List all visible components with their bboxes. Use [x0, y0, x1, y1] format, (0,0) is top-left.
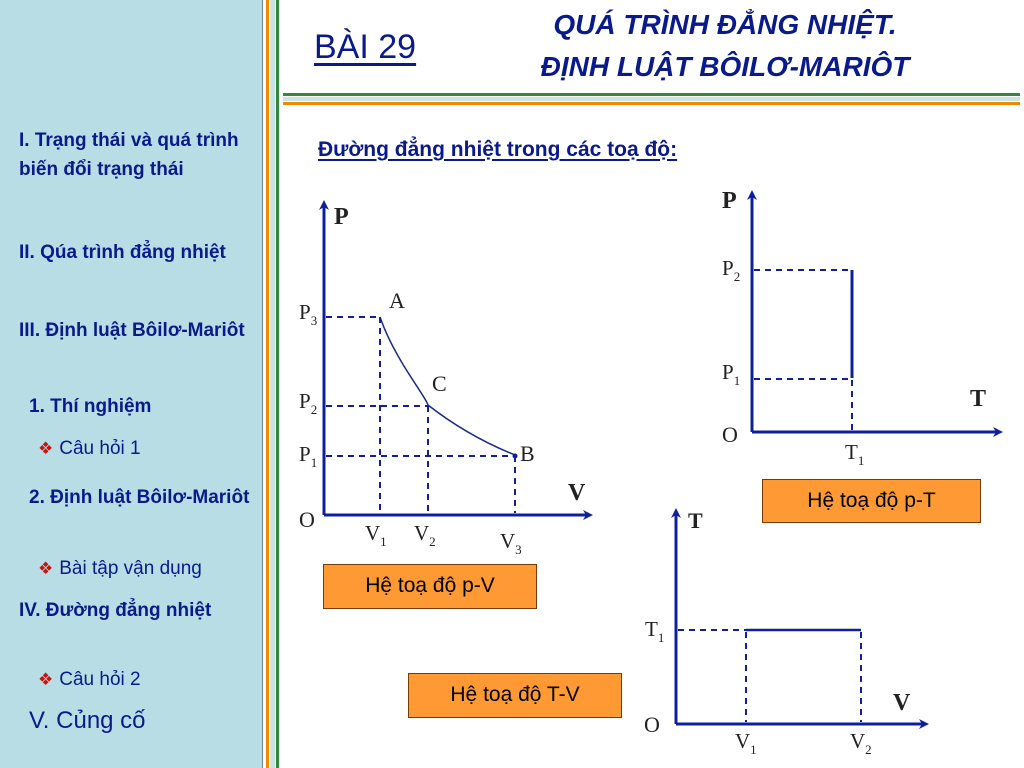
- sidebar-item-label: I. Trạng thái và quá trình biến đổi trạng thái: [19, 130, 239, 180]
- pv-tick-p1: $P_1$: [299, 442, 318, 470]
- pv-tick-p2: $P_2$: [299, 389, 318, 417]
- pt-tick-t1: $T_1$: [845, 440, 865, 468]
- pt-axis-t-label: T: [970, 386, 987, 412]
- title-line-1: QUÁ TRÌNH ĐẲNG NHIỆT.: [553, 9, 897, 40]
- sidebar-item-label: IV. Đường đẳng nhiệt: [19, 600, 212, 621]
- pt-axis-p-label: P: [722, 188, 737, 214]
- tv-diagram: [644, 508, 924, 757]
- caption-tv: Hệ toạ độ T-V: [408, 673, 622, 718]
- section-heading: Đường đẳng nhiệt trong các toạ độ:: [318, 138, 678, 161]
- tv-tick-v2: $V_2$: [850, 729, 872, 757]
- tv-axis-t-label: T: [688, 508, 703, 533]
- pv-tick-v2: $V_2$: [414, 521, 436, 549]
- pv-point-a: A: [389, 288, 405, 313]
- pv-tick-p3: $P_3$: [299, 300, 318, 328]
- pt-tick-p1: $P_1$: [722, 360, 741, 388]
- tv-origin-label: O: [644, 712, 660, 737]
- pt-tick-p2: $P_2$: [722, 256, 741, 284]
- sidebar-item-label: Câu hỏi 2: [59, 669, 141, 690]
- sidebar-item-label: Câu hỏi 1: [59, 438, 141, 459]
- sidebar-item-label: II. Qúa trình đẳng nhiệt: [19, 242, 226, 263]
- diamond-bullet-icon: ❖: [38, 559, 54, 578]
- caption-pv: Hệ toạ độ p-V: [323, 564, 537, 609]
- sidebar-item-label: V. Củng cố: [29, 707, 146, 734]
- pv-tick-v3: $V_3$: [500, 529, 522, 557]
- pv-axis-v-label: V: [568, 480, 586, 506]
- title-line-2: ĐỊNH LUẬT BÔILƠ-MARIÔT: [540, 51, 910, 82]
- pv-tick-v1: $V_1$: [365, 521, 387, 549]
- pv-diagram: [299, 204, 588, 557]
- tv-axis-v-label: V: [893, 690, 911, 716]
- pv-isotherm-curve: [380, 317, 515, 455]
- pt-origin-label: O: [722, 422, 738, 447]
- caption-pt: Hệ toạ độ p-T: [762, 479, 981, 523]
- diamond-bullet-icon: ❖: [38, 439, 54, 458]
- sidebar-item-label: 1. Thí nghiệm: [29, 396, 152, 417]
- tv-tick-t1: $T_1$: [645, 617, 665, 645]
- pv-axis-p-label: P: [334, 204, 349, 230]
- sidebar-item-label: Bài tập vận dụng: [59, 558, 202, 579]
- pv-point-b: B: [520, 441, 535, 466]
- sidebar-item-label: 2. Định luật Bôilơ-Mariôt: [29, 487, 250, 508]
- pt-diagram: [722, 188, 998, 468]
- pv-origin-label: O: [299, 507, 315, 532]
- tv-tick-v1: $V_1$: [735, 729, 757, 757]
- pv-point-b-dot: [513, 454, 518, 459]
- lesson-label: BÀI 29: [314, 28, 417, 66]
- diamond-bullet-icon: ❖: [38, 670, 54, 689]
- pv-point-c: C: [432, 371, 447, 396]
- sidebar-item-label: III. Định luật Bôilơ-Mariôt: [19, 320, 245, 341]
